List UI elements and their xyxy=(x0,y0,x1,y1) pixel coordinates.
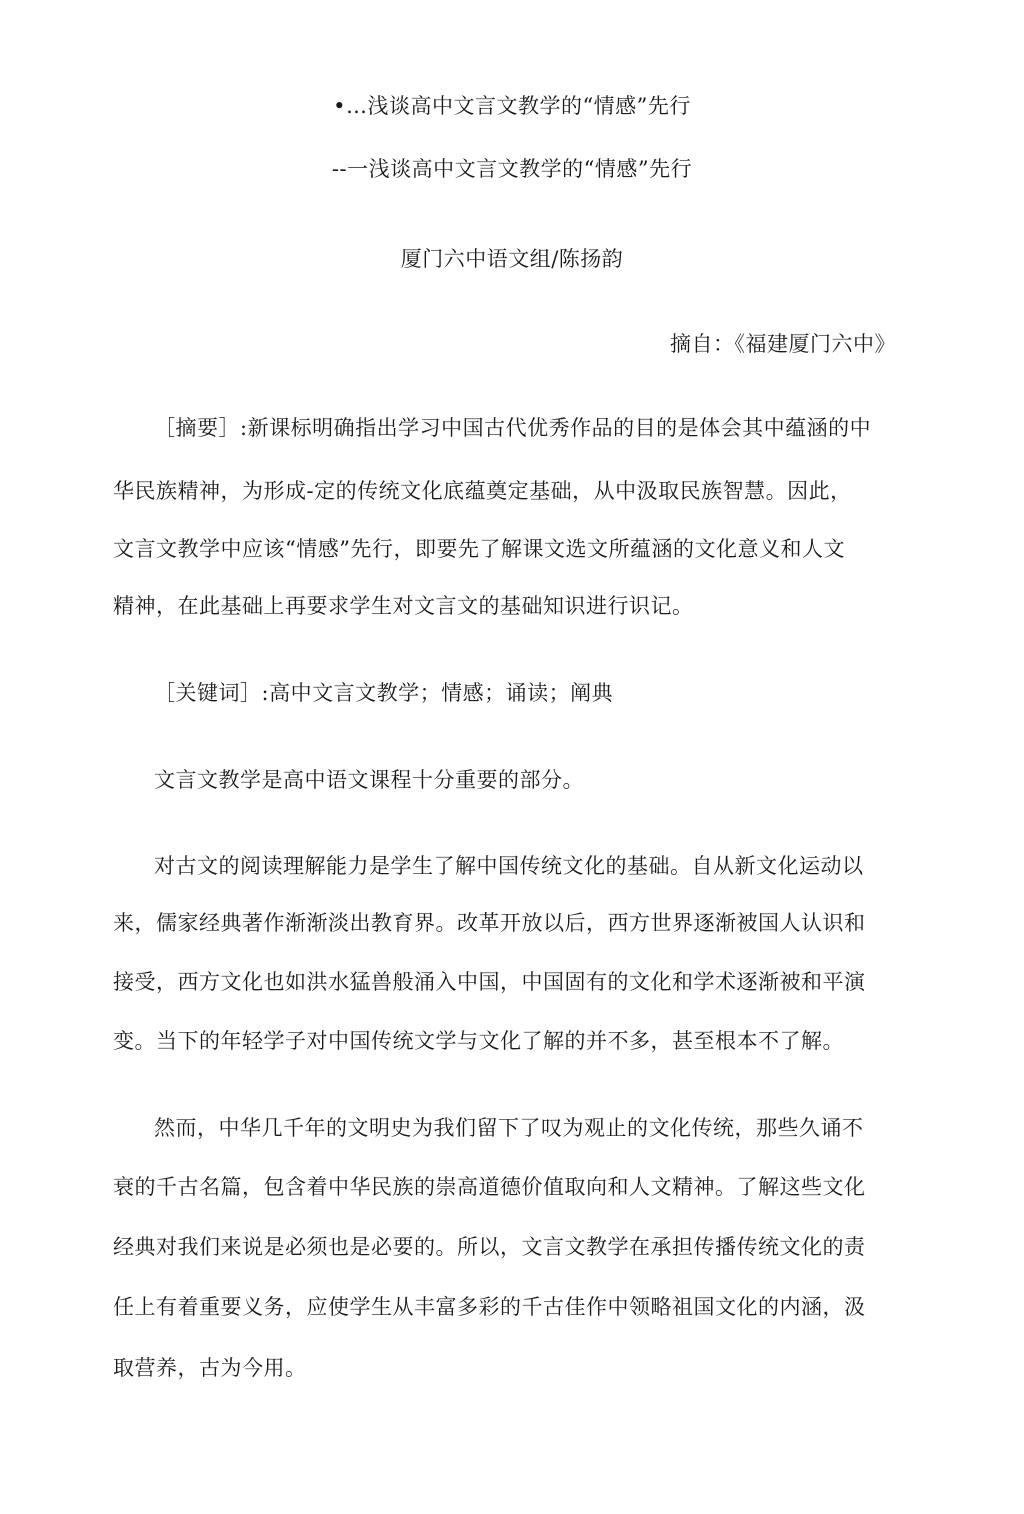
running-title: •…浅谈高中文言文教学的“情感”先行 xyxy=(333,94,691,118)
author-line: 厦门六中语文组/陈扬韵 xyxy=(400,247,624,271)
paragraph-line: 来，儒家经典著作渐渐淡出教育界。改革开放以后，西方世界逐渐被国人认识和 xyxy=(113,911,866,935)
page-title: --一浅谈高中文言文教学的“情感”先行 xyxy=(331,157,693,181)
paragraph-line: 衰的千古名篇，包含着中华民族的崇高道德价值取向和人文精神。了解这些文化 xyxy=(113,1175,866,1199)
body-paragraph-1: 文言文教学是高中语文课程十分重要的部分。 xyxy=(154,768,584,792)
keywords-line: ［关键词］:高中文言文教学；情感；诵读；阐典 xyxy=(154,681,614,705)
abstract-line: 文言文教学中应该“情感”先行，即要先了解课文选文所蕴涵的文化意义和人文 xyxy=(113,537,845,561)
paragraph-line: 对古文的阅读理解能力是学生了解中国传统文化的基础。自从新文化运动以 xyxy=(154,854,864,878)
abstract-line: 精神，在此基础上再要求学生对文言文的基础知识进行识记。 xyxy=(113,594,694,618)
source-line: 摘自：《福建厦门六中》 xyxy=(670,332,896,356)
paragraph-line: 变。当下的年轻学子对中国传统文学与文化了解的并不多，甚至根本不了解。 xyxy=(113,1029,844,1053)
paragraph-line: 接受，西方文化也如洪水猛兽般涌入中国，中国固有的文化和学术逐渐被和平演 xyxy=(113,970,866,994)
paragraph-line: 取营养，古为今用。 xyxy=(113,1356,307,1380)
abstract-line: ［摘要］:新课标明确指出学习中国古代优秀作品的目的是体会其中蕴涵的中 xyxy=(154,416,872,440)
paragraph-line: 经典对我们来说是必须也是必要的。所以，文言文教学在承担传播传统文化的责 xyxy=(113,1235,866,1259)
paragraph-line: 然而，中华几千年的文明史为我们留下了叹为观止的文化传统，那些久诵不 xyxy=(154,1116,864,1140)
abstract-line: 华民族精神，为形成-定的传统文化底蕴奠定基础，从中汲取民族智慧。因此， xyxy=(113,479,852,503)
paragraph-line: 任上有着重要义务，应使学生从丰富多彩的千古佳作中领略祖国文化的内涵，汲 xyxy=(113,1295,866,1319)
